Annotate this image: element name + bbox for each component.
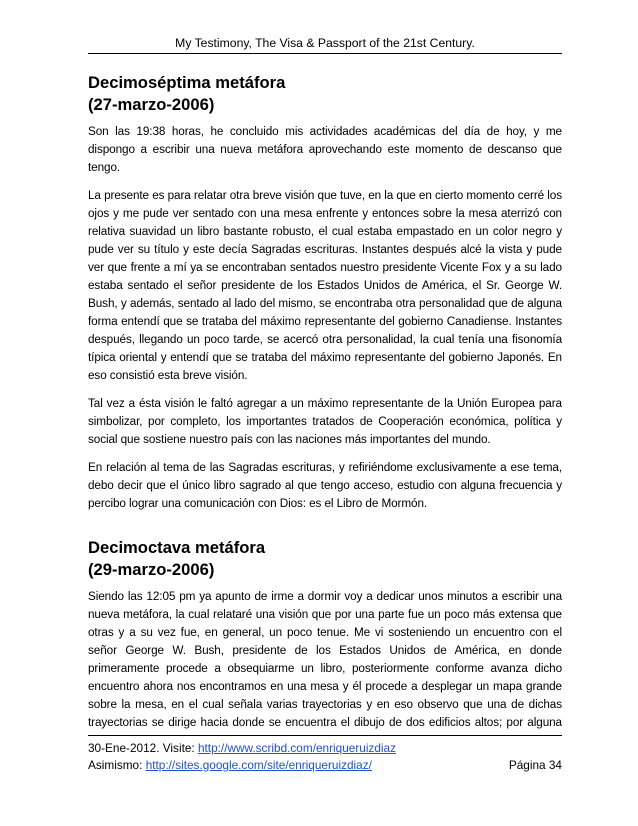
page-number: Página 34 — [508, 757, 562, 772]
paragraph: En relación al tema de las Sagradas escrituras, y refiriéndome exclusivamente a ese tema, debo decir que el único libro sagrado al que tengo acceso, estudio con alguna frecuencia y percibo lograr una comunicación con Dios: es el Libro de Mormón. — [88, 461, 562, 510]
section-title: Decimoséptima metáfora — [88, 73, 286, 92]
section-date: (27-marzo-2006) — [88, 94, 215, 114]
running-header: My Testimony, The Visa & Passport of the 21st Century. — [175, 36, 475, 50]
paragraph: Siendo las 12:05 pm ya apunto de irme a dormir voy a dedicar unos minutos a escribir una nueva metáfora, la cual relataré una visión que por una parte fue un poco más extensa que otras y a su vez fue, en general, un poco tenue. Me vi sosteniendo un encuentro con el señor George W. Bush, presidente de los Estados Unidos de América, en donde primeramente procede a obsequiarme un libro, posteriormente conforme avanza dicho encuentro ahora nos encontramos en una mesa y él procede a desplegar un mapa grande sobre la mesa, en el cual señala varias trayectorias y en eso observo que una de dichas trayectorias se dirige hacia donde se encuentra el dibujo de dos edificios altos; por alguna — [88, 590, 562, 729]
scribd-link[interactable]: http://www.scribd.com/enriqueruizdiaz — [197, 741, 396, 755]
google-sites-link[interactable]: http://sites.google.com/site/enriqueruizdiaz/ — [145, 757, 372, 772]
footer-line-also — [88, 757, 562, 774]
footer-divider — [88, 735, 562, 736]
paragraph: Son las 19:38 horas, he concluido mis actividades académicas del día de hoy, y me dispongo a escribir una nueva metáfora aprovechando este momento de descanso que tengo. — [88, 125, 562, 174]
paragraph: Tal vez a ésta visión le faltó agregar a un máximo representante de la Unión Europea para simbolizar, por completo, los importantes tratados de Cooperación económica, política y social que sostiene nuestro país con las naciones más importantes del mundo. — [88, 397, 562, 446]
footer-also-text: Asimismo: — [88, 757, 146, 772]
section-decimoseptima — [88, 72, 562, 513]
footer-line-visit — [88, 740, 562, 757]
paragraph: La presente es para relatar otra breve visión que tuve, en la que en cierto momento cerré los ojos y me pude ver sentado con una mesa enfrente y entonces sobre la mesa aterrizó con relativa suavidad un libro bastante robusto, el cual estaba empastado en un color negro y pude ver su título y este decía Sagradas escrituras. Instantes después alcé la vista y pude ver que frente a mí ya se encontraban sentados nuestro presidente Vicente Fox y a su lado estaba sentado el señor presidente de los Estados Unidos de América, el Sr. George W. Bush, y además, sentado al lado del mismo, se encontraba otra personalidad que de alguna forma entendí que se trataba del máximo representante del gobierno Canadiense. Instantes después, llegando un poco tarde, se acercó otra personalidad, la cual tenía una fisonomía típica oriental y entendí que se trataba del máximo representante del gobierno Japonés. En eso consistió esta breve visión. — [88, 189, 562, 382]
page-content — [88, 72, 562, 732]
footer-visit-text: 30-Ene-2012. Visite: — [88, 741, 198, 755]
section-spacer — [88, 523, 562, 537]
section-decimoctava — [88, 537, 562, 732]
page-footer — [88, 740, 562, 773]
section-date: (29-marzo-2006) — [88, 559, 215, 579]
section-title: Decimoctava metáfora — [88, 538, 266, 557]
